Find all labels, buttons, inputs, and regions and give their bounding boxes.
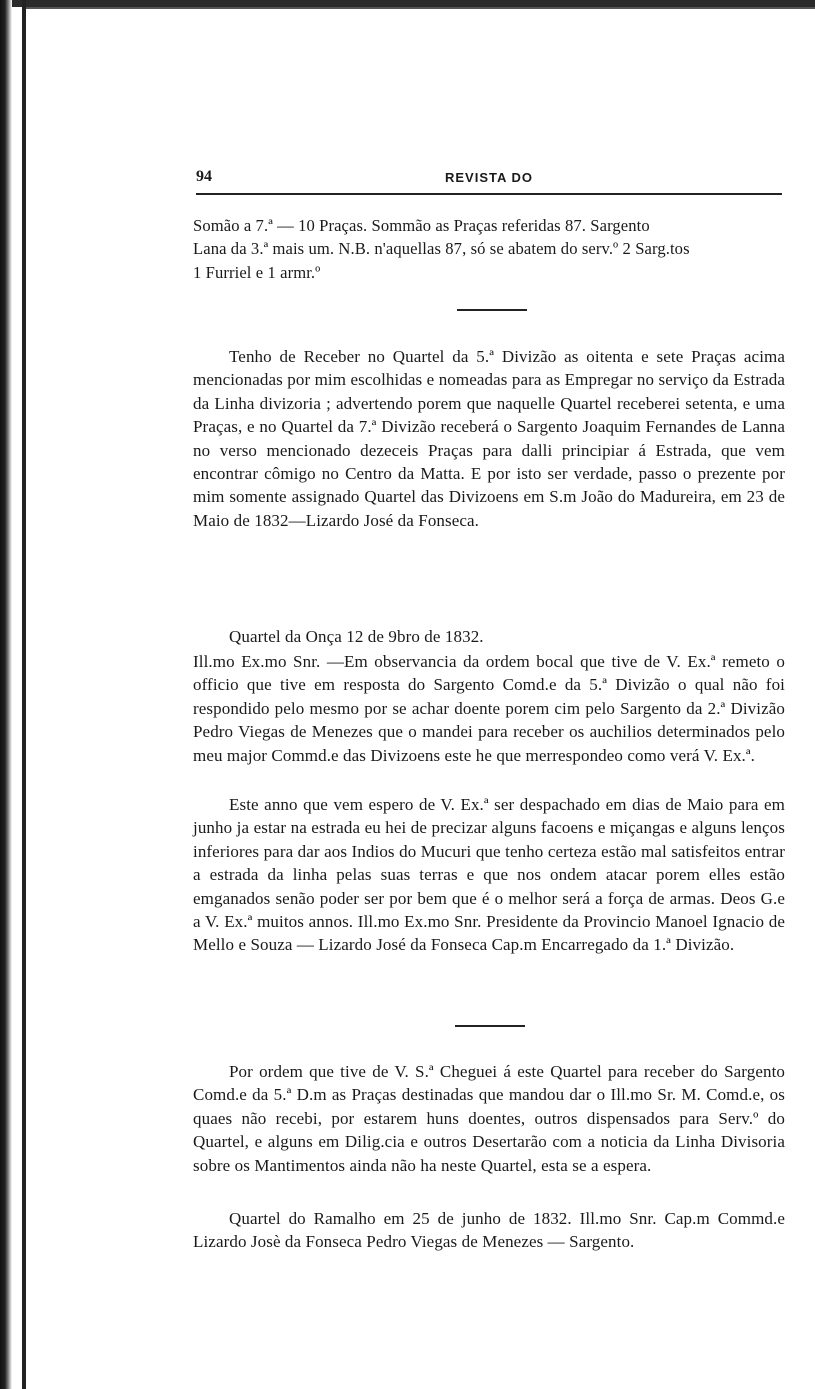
paragraph-somao: Somão a 7.ª — 10 Praças. Sommão as Praças referidas 87. Sargento Lana da 3.ª mais um. N.B. n'aquellas 87, só se abatem do serv.º 2 Sarg.tos 1 Furriel e 1 armr.º (193, 216, 690, 282)
scan-border-left-line (22, 0, 26, 1389)
running-head: REVISTA DO (444, 170, 533, 185)
scan-border-top-inner (22, 7, 815, 9)
paragraph-este-anno: Este anno que vem espero de V. Ex.ª ser despachado em dias de Maio para em junho ja estar na estrada eu hei de precizar alguns facoens e miçangas e alguns lenços inferiores para dar aos Indios do Mucuri que tenho certeza estão mal satisfeitos entrar a estrada da linha pelas suas terras e que nos ondem atacar porem elles estão emganados senão poder ser por bem que é o melhor será a força de armas. Deos G.e a V. Ex.ª muitos annos. Ill.mo Ex.mo Snr. Presidente da Provincio Manoel Ignacio de Mello e Souza — Lizardo José da Fonseca Cap.m Encarregado da 1.ª Divizão. (193, 795, 785, 955)
dateline-quartel-da-onca: Quartel da Onça 12 de 9bro de 1832. (229, 627, 484, 646)
paragraph-tenho-de-receber: Tenho de Receber no Quartel da 5.ª Divizão as oitenta e sete Praças acima mencionadas por mim escolhidas e nomeadas para as Empregar no serviço da Estrada da Linha divizoria ; advertendo porem que naquelle Quartel receberei setenta, e uma Praças, e no Quartel da 7.ª Divizão receberá o Sargento Joaquim Fernandes de Lanna no verso mencionado dezeceis Praças para dalli principiar á Estrada, que vem encontrar cômigo no Centro da Matta. E por isto ser verdade, passo o prezente por mim somente assignado Quartel das Divizoens em S.m João do Madureira, em 23 de Maio de 1832—Lizardo José da Fonseca. (193, 347, 785, 530)
separator-rule-2 (455, 1025, 525, 1027)
page-header (196, 168, 782, 190)
header-rule (196, 193, 782, 195)
page-number: 94 (196, 168, 212, 185)
paragraph-por-ordem: Por ordem que tive de V. S.ª Cheguei á este Quartel para receber do Sargento Comd.e da 5.ª D.m as Praças destinadas que mandou dar o Ill.mo Sr. M. Comd.e, os quaes não recebi, por estarem huns doentes, outros dispensados para Serv.º do Quartel, e alguns em Dilig.cia e outros Desertarão com a noticia da Linha Divisoria sobre os Mantimentos ainda não ha neste Quartel, esta se a espera. (193, 1062, 785, 1175)
scan-border-left (0, 0, 12, 1389)
separator-rule-1 (457, 309, 527, 311)
paragraph-quartel-do-ramalho: Quartel do Ramalho em 25 de junho de 1832. Ill.mo Snr. Cap.m Commd.e Lizardo Josè da Fonseca Pedro Viegas de Menezes — Sargento. (193, 1209, 785, 1252)
paragraph-em-observancia: Ill.mo Ex.mo Snr. —Em observancia da ordem bocal que tive de V. Ex.ª remeto o officio que tive em resposta do Sargento Comd.e da 5.ª Divizão o qual não foi respondido pelo mesmo por se achar doente porem cim pelo Sargento da 2.ª Divizão Pedro Viegas de Menezes que o mandei para receber os auchilios determinados pelo meu major Commd.e das Divizoens este he que merrespondeo como verá V. Ex.ª. (193, 652, 785, 765)
scan-border-top (0, 0, 815, 7)
